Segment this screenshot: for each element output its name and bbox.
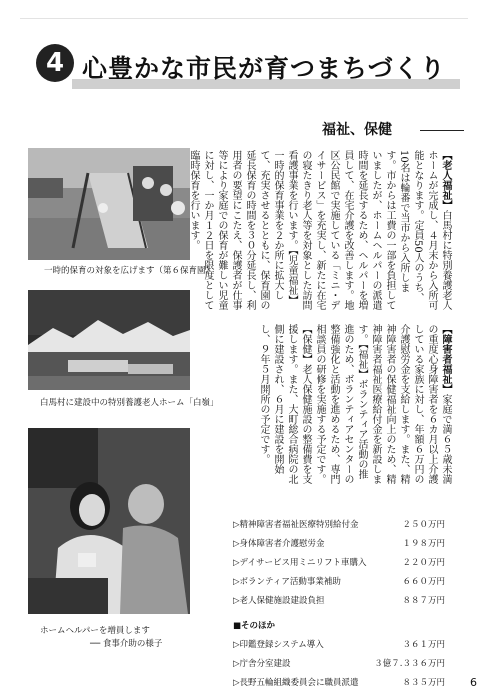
budget-item-label: ▷ボランティア活動事業補助: [233, 577, 341, 587]
budget-row: [233, 556, 445, 575]
budget-item-label: ▷庁舎分室建設: [233, 659, 291, 669]
photo-home-helper: [28, 428, 190, 614]
budget-item-amount: ６６０万円: [402, 577, 445, 587]
caption-photo-1: 一時的保育の対象を広げます（第６保育園）: [44, 266, 215, 276]
budget-other-heading-row: [233, 619, 445, 638]
budget-row: [233, 575, 445, 594]
caption-photo-3-line2: ── 食事介助の様子: [90, 639, 163, 649]
text-block-disability-welfare: [252, 324, 452, 484]
budget-row: [233, 518, 445, 537]
caption-photo-3-line1: ホームヘルパーを増員します: [40, 626, 150, 636]
budget-row: [233, 657, 445, 676]
heading-disability-welfare: 【障害者福祉】: [440, 324, 451, 394]
nursing-home-image: [28, 290, 190, 390]
caption-photo-2: 白馬村に建設中の特別養護老人ホーム「白嶺」: [40, 398, 219, 408]
photo-nursing-home: [28, 290, 190, 390]
playground-image: [28, 148, 190, 260]
budget-row: [233, 537, 445, 556]
text-block-senior-welfare: [188, 150, 452, 310]
budget-row: [233, 676, 445, 695]
budget-item-amount: １９８万円: [402, 539, 445, 549]
budget-row: [233, 638, 445, 657]
heading-senior-welfare: 【老人福祉】: [440, 150, 451, 210]
budget-item-label: ▷身体障害者介護慰労金: [233, 539, 325, 549]
budget-item-label: ▷長野五輪組織委員会に職員派遣: [233, 678, 359, 688]
budget-item-amount: ８８７万円: [402, 596, 445, 606]
budget-item-label: ▷精神障害者福祉医療特別給付金: [233, 520, 359, 530]
budget-item-amount: ２５０万円: [402, 520, 445, 530]
budget-item-label: ▷デイサービス用ミニリフト車購入: [233, 558, 367, 568]
budget-item-amount: ８３５万円: [402, 678, 445, 688]
budget-row: [233, 594, 445, 613]
section-title: 福祉、保健: [322, 122, 392, 138]
budget-item-amount: ３億７.３３６万円: [374, 659, 445, 669]
budget-item-label: ▷老人保健施設建設負担: [233, 596, 325, 606]
body-senior-welfare: 白馬村に特別養護老人ホームが完成し、４月末から入所可能となります。定員50人のうち、10名は輪番で当市から入所します。市からは工費の一部を負担していましたが、ホームヘルパーの派遣時間を延長するため、ヘルパーを増員して、在宅介護を改善します。地区公民館で実施している「ミニ・デイサービス」を充実し、新たに在宅の寝たきり老人等を対象とした訪問看護事業を行います。【児童福祉】一時的保育事業を２か所に拡大して、充実させるとともに、保育園の延長保育の時間を３０分延長し、利用者の要望にこたえ、保護者が仕事等により家庭での保育が難しい児童に対し、一か月１２日を限度として臨時保育を行います。: [188, 150, 451, 310]
budget-item-amount: ２２０万円: [402, 558, 445, 568]
photo-playground: [28, 148, 190, 260]
home-helper-image: [28, 428, 190, 614]
budget-item-amount: ３６１万円: [402, 640, 445, 650]
page-number: 6: [470, 676, 477, 689]
body-disability-welfare: 家庭で満６５歳未満の重度心身障害者を６カ月以上介護している家族に対し、年額６万円の介護慰労金を支給します。また、精神障害者の保健福祉向上のため、精神障害者福祉医療給付金を新設します。【福祉】ボランティア活動の推進のため、ボランティアセンターの整備強化と活動を進めるため、専門相談員の研修を実施する予定です。【保健】老人保健施設の整備費を支援します。また、大町総合病院の北側に建設され、６月に建設を開始し、９年５月開所の予定です。: [258, 324, 451, 484]
budget-item-label: ▷印鑑登録システム導入: [233, 640, 324, 650]
section-rule: [420, 130, 464, 131]
chapter-title: 心豊かな市民が育つまちづくり: [82, 54, 446, 83]
chapter-number: 4: [36, 44, 74, 82]
top-rule: [20, 18, 468, 19]
budget-other-heading: ■そのほか: [233, 621, 276, 631]
budget-list: [233, 518, 445, 695]
